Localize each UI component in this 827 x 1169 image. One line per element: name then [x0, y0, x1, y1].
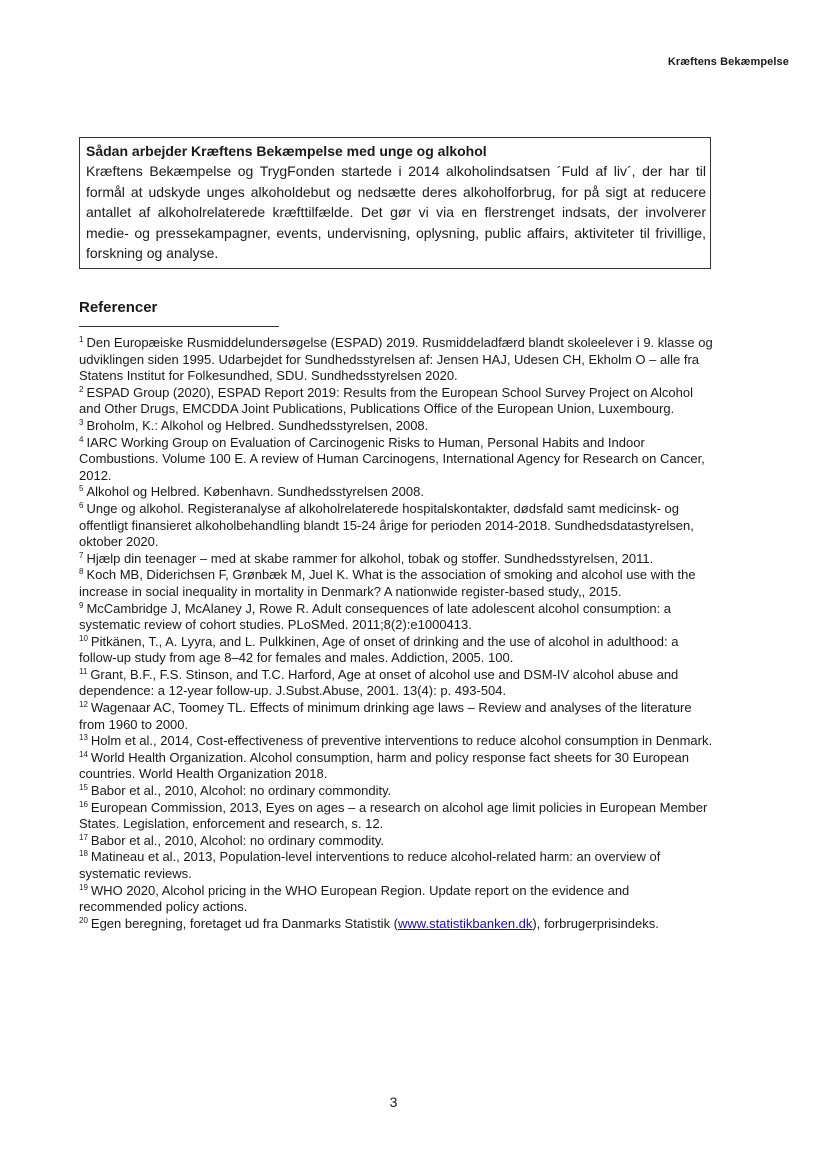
- footnote-text: Unge og alkohol. Registeranalyse af alkoholrelaterede hospitalskontakter, dødsfald samt medicinsk- og offentligt finansieret alkoholbehandling blandt 15-24 årige for perioden 2014-2018. Sundhedsdatastyrelsen, oktober 2020.: [79, 500, 694, 550]
- footnote-number: 5: [79, 484, 84, 494]
- footnote: [79, 335, 715, 385]
- footnote-number: 9: [79, 600, 84, 610]
- footnote: [79, 783, 715, 800]
- footnote: [79, 551, 715, 568]
- info-box: [79, 137, 711, 269]
- footnote: [79, 700, 715, 733]
- footnote-number: 11: [79, 666, 88, 676]
- footnote: [79, 833, 715, 850]
- footnote-number: 13: [79, 733, 88, 743]
- footnote: [79, 634, 715, 667]
- footnote-text: European Commission, 2013, Eyes on ages – a research on alcohol age limit policies in European Member States. Legislation, enforcement and research, s. 12.: [79, 799, 708, 832]
- footnote-number: 15: [79, 783, 88, 793]
- footnote: [79, 883, 715, 916]
- info-box-body: Kræftens Bekæmpelse og TrygFonden startede i 2014 alkoholindsatsen ´Fuld af liv´, der har til formål at udskyde unges alkoholdebut og nedsætte deres alkoholforbrug, for på sigt at reducere antallet af alkoholrelaterede kræfttilfælde. Det gør vi via en flerstrenget indsats, der involverer medie- og pressekampagner, events, undervisning, oplysning, public affairs, aktiviteter til frivillige, forskning og analyse.: [86, 163, 706, 262]
- footnote: [79, 484, 715, 501]
- info-box-title: Sådan arbejder Kræftens Bekæmpelse med unge og alkohol: [86, 143, 487, 159]
- footnote-text: World Health Organization. Alcohol consumption, harm and policy response fact sheets for 30 European countries. World Health Organization 2018.: [79, 749, 690, 782]
- footnote: [79, 567, 715, 600]
- footnote-text: WHO 2020, Alcohol pricing in the WHO European Region. Update report on the evidence and recommended policy actions.: [79, 882, 630, 915]
- footnote: [79, 750, 715, 783]
- footnote: [79, 601, 715, 634]
- footnote-text: Grant, B.F., F.S. Stinson, and T.C. Harford, Age at onset of alcohol use and DSM-IV alcohol abuse and dependence: a 12-year follow-up. J.Subst.Abuse, 2001. 13(4): p. 493-504.: [79, 666, 679, 699]
- footnote-number: 3: [79, 417, 84, 427]
- footnote-text: IARC Working Group on Evaluation of Carcinogenic Risks to Human, Personal Habits and Indoor Combustions. Volume 100 E. A review of Human Carcinogens, International Agency for Research on Cancer, 2012.: [79, 434, 705, 483]
- footnote-text: Alkohol og Helbred. København. Sundhedsstyrelsen 2008.: [86, 484, 424, 500]
- footnote: [79, 501, 715, 551]
- footnote-number: 20: [79, 915, 88, 925]
- footnote-number: 17: [79, 832, 88, 842]
- footnote-text: Egen beregning, foretaget ud fra Danmarks Statistik (: [90, 915, 399, 931]
- footnote-text: Broholm, K.: Alkohol og Helbred. Sundhedsstyrelsen, 2008.: [86, 417, 429, 433]
- footnote-number: 19: [79, 882, 88, 892]
- footnote: [79, 418, 715, 435]
- footnotes-list: [79, 335, 715, 932]
- footnote-text: Holm et al., 2014, Cost-effectiveness of preventive interventions to reduce alcohol consumption in Denmark.: [90, 733, 713, 749]
- footnote-number: 14: [79, 749, 88, 759]
- footnote: [79, 916, 715, 933]
- footnote: [79, 849, 715, 882]
- footnote-number: 16: [79, 799, 88, 809]
- footnote-number: 10: [79, 633, 88, 643]
- footnote-number: 6: [79, 500, 84, 510]
- footnote-number: 18: [79, 849, 88, 859]
- footnote: [79, 667, 715, 700]
- footnote-number: 12: [79, 700, 88, 710]
- footnote-text: Babor et al., 2010, Alcohol: no ordinary commondity.: [90, 783, 392, 799]
- footnote-text: Hjælp din teenager – med at skabe rammer for alkohol, tobak og stoffer. Sundhedsstyrelsen, 2011.: [86, 550, 654, 566]
- footnote-text: McCambridge J, McAlaney J, Rowe R. Adult consequences of late adolescent alcohol consumption: a systematic review of cohort studies. PLoSMed. 2011;8(2):e1000413.: [79, 600, 672, 633]
- footnote-text: Koch MB, Diderichsen F, Grønbæk M, Juel K. What is the association of smoking and alcohol use with the increase in social inequality in mortality in Denmark? A nationwide register-based study,, 2015.: [79, 567, 696, 599]
- footnote: [79, 800, 715, 833]
- footnote-text: Pitkänen, T., A. Lyyra, and L. Pulkkinen, Age of onset of drinking and the use of alcohol in adulthood: a follow-up study from age 8–42 for females and males. Addiction, 2005. 100.: [79, 633, 679, 666]
- footnote-number: 2: [79, 384, 84, 394]
- footnote: [79, 733, 715, 750]
- references-heading: Referencer: [79, 299, 158, 316]
- footnote-text: ), forbrugerprisindeks.: [532, 915, 659, 931]
- footnote-number: 4: [79, 434, 84, 444]
- footnote-text: Babor et al., 2010, Alcohol: no ordinary commodity.: [90, 832, 385, 848]
- footnote-number: 8: [79, 567, 84, 577]
- statistikbanken-link[interactable]: www.statistikbanken.dk: [398, 915, 533, 931]
- footnote-text: Matineau et al., 2013, Population-level interventions to reduce alcohol-related harm: an overview of systematic reviews.: [79, 849, 661, 881]
- footnote-divider: [79, 326, 279, 327]
- page-number: 3: [389, 1094, 398, 1110]
- footnote-text: Wagenaar AC, Toomey TL. Effects of minimum drinking age laws – Review and analyses of the literature from 1960 to 2000.: [79, 700, 692, 732]
- footnote-text: Den Europæiske Rusmiddelundersøgelse (ESPAD) 2019. Rusmiddeladfærd blandt skoleelever i 9. klasse og udviklingen siden 1995. Udarbejdet for Sundhedsstyrelsen af: Jensen HAJ, Udesen CH, Ekholm O – alle fra Statens Institut for Folkesundhed, SDU. Sundhedsstyrelsen 2020.: [79, 335, 713, 384]
- footnote-number: 7: [79, 550, 84, 560]
- footnote: [79, 385, 715, 418]
- footnote: [79, 435, 715, 485]
- footnote-number: 1: [79, 335, 84, 344]
- page-header: Kræftens Bekæmpelse: [667, 56, 789, 68]
- footnote-text: ESPAD Group (2020), ESPAD Report 2019: Results from the European School Survey Project on Alcohol and Other Drugs, EMCDDA Joint Publications, Publications Office of the European Union, Luxembourg.: [79, 384, 693, 417]
